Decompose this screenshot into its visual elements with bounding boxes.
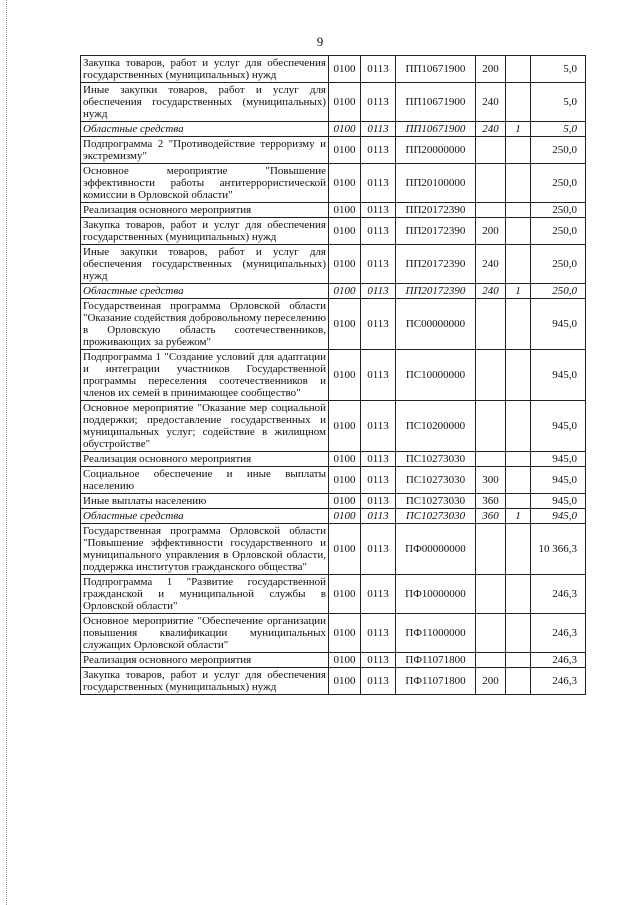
row-name: Закупка товаров, работ и услуг для обеспечения государственных (муниципальных) нужд <box>81 218 329 245</box>
target-article-code: ПП20000000 <box>396 137 476 164</box>
expense-type-code: 360 <box>476 494 506 509</box>
expense-type-code: 200 <box>476 56 506 83</box>
row-name: Основное мероприятие "Повышение эффективности работы антитеррористической комиссии в Орловской области" <box>81 164 329 203</box>
subsection-code: 0113 <box>361 245 396 284</box>
table-row <box>81 467 586 494</box>
subsection-code: 0113 <box>361 218 396 245</box>
target-article-code: ПП20100000 <box>396 164 476 203</box>
row-name: Закупка товаров, работ и услуг для обеспечения государственных (муниципальных) нужд <box>81 668 329 695</box>
expense-type-code: 360 <box>476 509 506 524</box>
target-article-code: ПФ11000000 <box>396 614 476 653</box>
table-row <box>81 164 586 203</box>
table-row <box>81 509 586 524</box>
expense-type-code <box>476 350 506 401</box>
target-article-code: ПП10671900 <box>396 56 476 83</box>
amount-value: 250,0 <box>531 164 586 203</box>
section-code: 0100 <box>329 137 361 164</box>
budget-table-body <box>81 56 586 695</box>
expense-type-code <box>476 452 506 467</box>
funding-code <box>506 164 531 203</box>
expense-type-code: 240 <box>476 122 506 137</box>
amount-value: 246,3 <box>531 653 586 668</box>
funding-code <box>506 614 531 653</box>
table-row <box>81 203 586 218</box>
subsection-code: 0113 <box>361 137 396 164</box>
table-row <box>81 575 586 614</box>
funding-code <box>506 203 531 218</box>
expense-type-code <box>476 575 506 614</box>
amount-value: 5,0 <box>531 56 586 83</box>
target-article-code: ПФ10000000 <box>396 575 476 614</box>
row-name: Основное мероприятие "Обеспечение организации повышения квалификации муниципальных служащих Орловской области" <box>81 614 329 653</box>
funding-code <box>506 575 531 614</box>
section-code: 0100 <box>329 218 361 245</box>
row-name: Реализация основного мероприятия <box>81 653 329 668</box>
table-row <box>81 452 586 467</box>
section-code: 0100 <box>329 284 361 299</box>
section-code: 0100 <box>329 122 361 137</box>
row-name: Иные закупки товаров, работ и услуг для обеспечения государственных (муниципальных) нужд <box>81 245 329 284</box>
budget-table <box>80 55 586 695</box>
expense-type-code <box>476 164 506 203</box>
expense-type-code <box>476 137 506 164</box>
section-code: 0100 <box>329 614 361 653</box>
section-code: 0100 <box>329 494 361 509</box>
binding-margin-line <box>6 0 8 905</box>
amount-value: 945,0 <box>531 299 586 350</box>
table-row <box>81 284 586 299</box>
subsection-code: 0113 <box>361 164 396 203</box>
subsection-code: 0113 <box>361 668 396 695</box>
section-code: 0100 <box>329 401 361 452</box>
section-code: 0100 <box>329 509 361 524</box>
target-article-code: ПП20172390 <box>396 203 476 218</box>
amount-value: 945,0 <box>531 452 586 467</box>
subsection-code: 0113 <box>361 56 396 83</box>
row-name: Подпрограмма 2 "Противодействие терроризму и экстремизму" <box>81 137 329 164</box>
table-row <box>81 137 586 164</box>
funding-code <box>506 524 531 575</box>
funding-code <box>506 467 531 494</box>
section-code: 0100 <box>329 452 361 467</box>
amount-value: 10 366,3 <box>531 524 586 575</box>
subsection-code: 0113 <box>361 122 396 137</box>
table-row <box>81 299 586 350</box>
funding-code <box>506 494 531 509</box>
target-article-code: ПФ11071800 <box>396 668 476 695</box>
table-row <box>81 494 586 509</box>
row-name: Областные средства <box>81 284 329 299</box>
row-name: Реализация основного мероприятия <box>81 203 329 218</box>
expense-type-code: 200 <box>476 668 506 695</box>
row-name: Иные выплаты населению <box>81 494 329 509</box>
subsection-code: 0113 <box>361 452 396 467</box>
amount-value: 5,0 <box>531 122 586 137</box>
amount-value: 246,3 <box>531 668 586 695</box>
funding-code <box>506 137 531 164</box>
amount-value: 945,0 <box>531 350 586 401</box>
funding-code: 1 <box>506 509 531 524</box>
target-article-code: ПП10671900 <box>396 83 476 122</box>
funding-code <box>506 245 531 284</box>
funding-code <box>506 56 531 83</box>
amount-value: 945,0 <box>531 509 586 524</box>
expense-type-code <box>476 524 506 575</box>
section-code: 0100 <box>329 653 361 668</box>
target-article-code: ПС10273030 <box>396 509 476 524</box>
amount-value: 945,0 <box>531 401 586 452</box>
funding-code: 1 <box>506 122 531 137</box>
amount-value: 250,0 <box>531 245 586 284</box>
section-code: 0100 <box>329 245 361 284</box>
section-code: 0100 <box>329 350 361 401</box>
row-name: Государственная программа Орловской области "Оказание содействия добровольному переселению в Орловскую область соотечественников, проживающих за рубежом" <box>81 299 329 350</box>
target-article-code: ПП20172390 <box>396 218 476 245</box>
target-article-code: ПС10273030 <box>396 467 476 494</box>
table-row <box>81 218 586 245</box>
section-code: 0100 <box>329 467 361 494</box>
section-code: 0100 <box>329 83 361 122</box>
section-code: 0100 <box>329 668 361 695</box>
table-row <box>81 614 586 653</box>
subsection-code: 0113 <box>361 284 396 299</box>
target-article-code: ПС00000000 <box>396 299 476 350</box>
funding-code <box>506 83 531 122</box>
table-row <box>81 524 586 575</box>
subsection-code: 0113 <box>361 350 396 401</box>
row-name: Областные средства <box>81 122 329 137</box>
row-name: Государственная программа Орловской области "Повышение эффективности государственного и муниципального управления в Орловской области, поддержка институтов гражданского общества" <box>81 524 329 575</box>
section-code: 0100 <box>329 56 361 83</box>
subsection-code: 0113 <box>361 653 396 668</box>
funding-code <box>506 350 531 401</box>
expense-type-code <box>476 203 506 218</box>
table-row <box>81 653 586 668</box>
amount-value: 250,0 <box>531 203 586 218</box>
expense-type-code <box>476 299 506 350</box>
amount-value: 945,0 <box>531 467 586 494</box>
target-article-code: ПП10671900 <box>396 122 476 137</box>
table-row <box>81 83 586 122</box>
target-article-code: ПФ00000000 <box>396 524 476 575</box>
row-name: Реализация основного мероприятия <box>81 452 329 467</box>
subsection-code: 0113 <box>361 401 396 452</box>
amount-value: 250,0 <box>531 137 586 164</box>
expense-type-code: 200 <box>476 218 506 245</box>
table-row <box>81 401 586 452</box>
amount-value: 945,0 <box>531 494 586 509</box>
row-name: Подпрограмма 1 "Создание условий для адаптации и интеграции участников Государственной программы переселения соотечественников и членов их семей в принимающее сообщество" <box>81 350 329 401</box>
row-name: Основное мероприятие "Оказание мер социальной поддержки; предоставление государственных и муниципальных услуг; содействие в жилищном обустройстве" <box>81 401 329 452</box>
funding-code <box>506 452 531 467</box>
table-row <box>81 245 586 284</box>
row-name: Иные закупки товаров, работ и услуг для обеспечения государственных (муниципальных) нужд <box>81 83 329 122</box>
table-row <box>81 350 586 401</box>
amount-value: 5,0 <box>531 83 586 122</box>
row-name: Областные средства <box>81 509 329 524</box>
amount-value: 250,0 <box>531 218 586 245</box>
subsection-code: 0113 <box>361 524 396 575</box>
subsection-code: 0113 <box>361 203 396 218</box>
row-name: Подпрограмма 1 "Развитие государственной гражданской и муниципальной службы в Орловской области" <box>81 575 329 614</box>
section-code: 0100 <box>329 299 361 350</box>
section-code: 0100 <box>329 164 361 203</box>
funding-code <box>506 653 531 668</box>
target-article-code: ПФ11071800 <box>396 653 476 668</box>
target-article-code: ПП20172390 <box>396 284 476 299</box>
page-number: 9 <box>316 34 324 49</box>
table-row <box>81 56 586 83</box>
subsection-code: 0113 <box>361 299 396 350</box>
funding-code: 1 <box>506 284 531 299</box>
section-code: 0100 <box>329 524 361 575</box>
funding-code <box>506 218 531 245</box>
funding-code <box>506 401 531 452</box>
section-code: 0100 <box>329 575 361 614</box>
target-article-code: ПС10273030 <box>396 452 476 467</box>
expense-type-code: 240 <box>476 284 506 299</box>
expense-type-code <box>476 401 506 452</box>
table-row <box>81 122 586 137</box>
funding-code <box>506 299 531 350</box>
subsection-code: 0113 <box>361 575 396 614</box>
expense-type-code <box>476 614 506 653</box>
amount-value: 246,3 <box>531 575 586 614</box>
subsection-code: 0113 <box>361 467 396 494</box>
target-article-code: ПС10200000 <box>396 401 476 452</box>
target-article-code: ПС10273030 <box>396 494 476 509</box>
subsection-code: 0113 <box>361 494 396 509</box>
amount-value: 250,0 <box>531 284 586 299</box>
target-article-code: ПС10000000 <box>396 350 476 401</box>
expense-type-code: 240 <box>476 245 506 284</box>
amount-value: 246,3 <box>531 614 586 653</box>
table-row <box>81 668 586 695</box>
row-name: Социальное обеспечение и иные выплаты населению <box>81 467 329 494</box>
subsection-code: 0113 <box>361 83 396 122</box>
expense-type-code: 300 <box>476 467 506 494</box>
subsection-code: 0113 <box>361 614 396 653</box>
expense-type-code: 240 <box>476 83 506 122</box>
row-name: Закупка товаров, работ и услуг для обеспечения государственных (муниципальных) нужд <box>81 56 329 83</box>
target-article-code: ПП20172390 <box>396 245 476 284</box>
subsection-code: 0113 <box>361 509 396 524</box>
expense-type-code <box>476 653 506 668</box>
funding-code <box>506 668 531 695</box>
section-code: 0100 <box>329 203 361 218</box>
